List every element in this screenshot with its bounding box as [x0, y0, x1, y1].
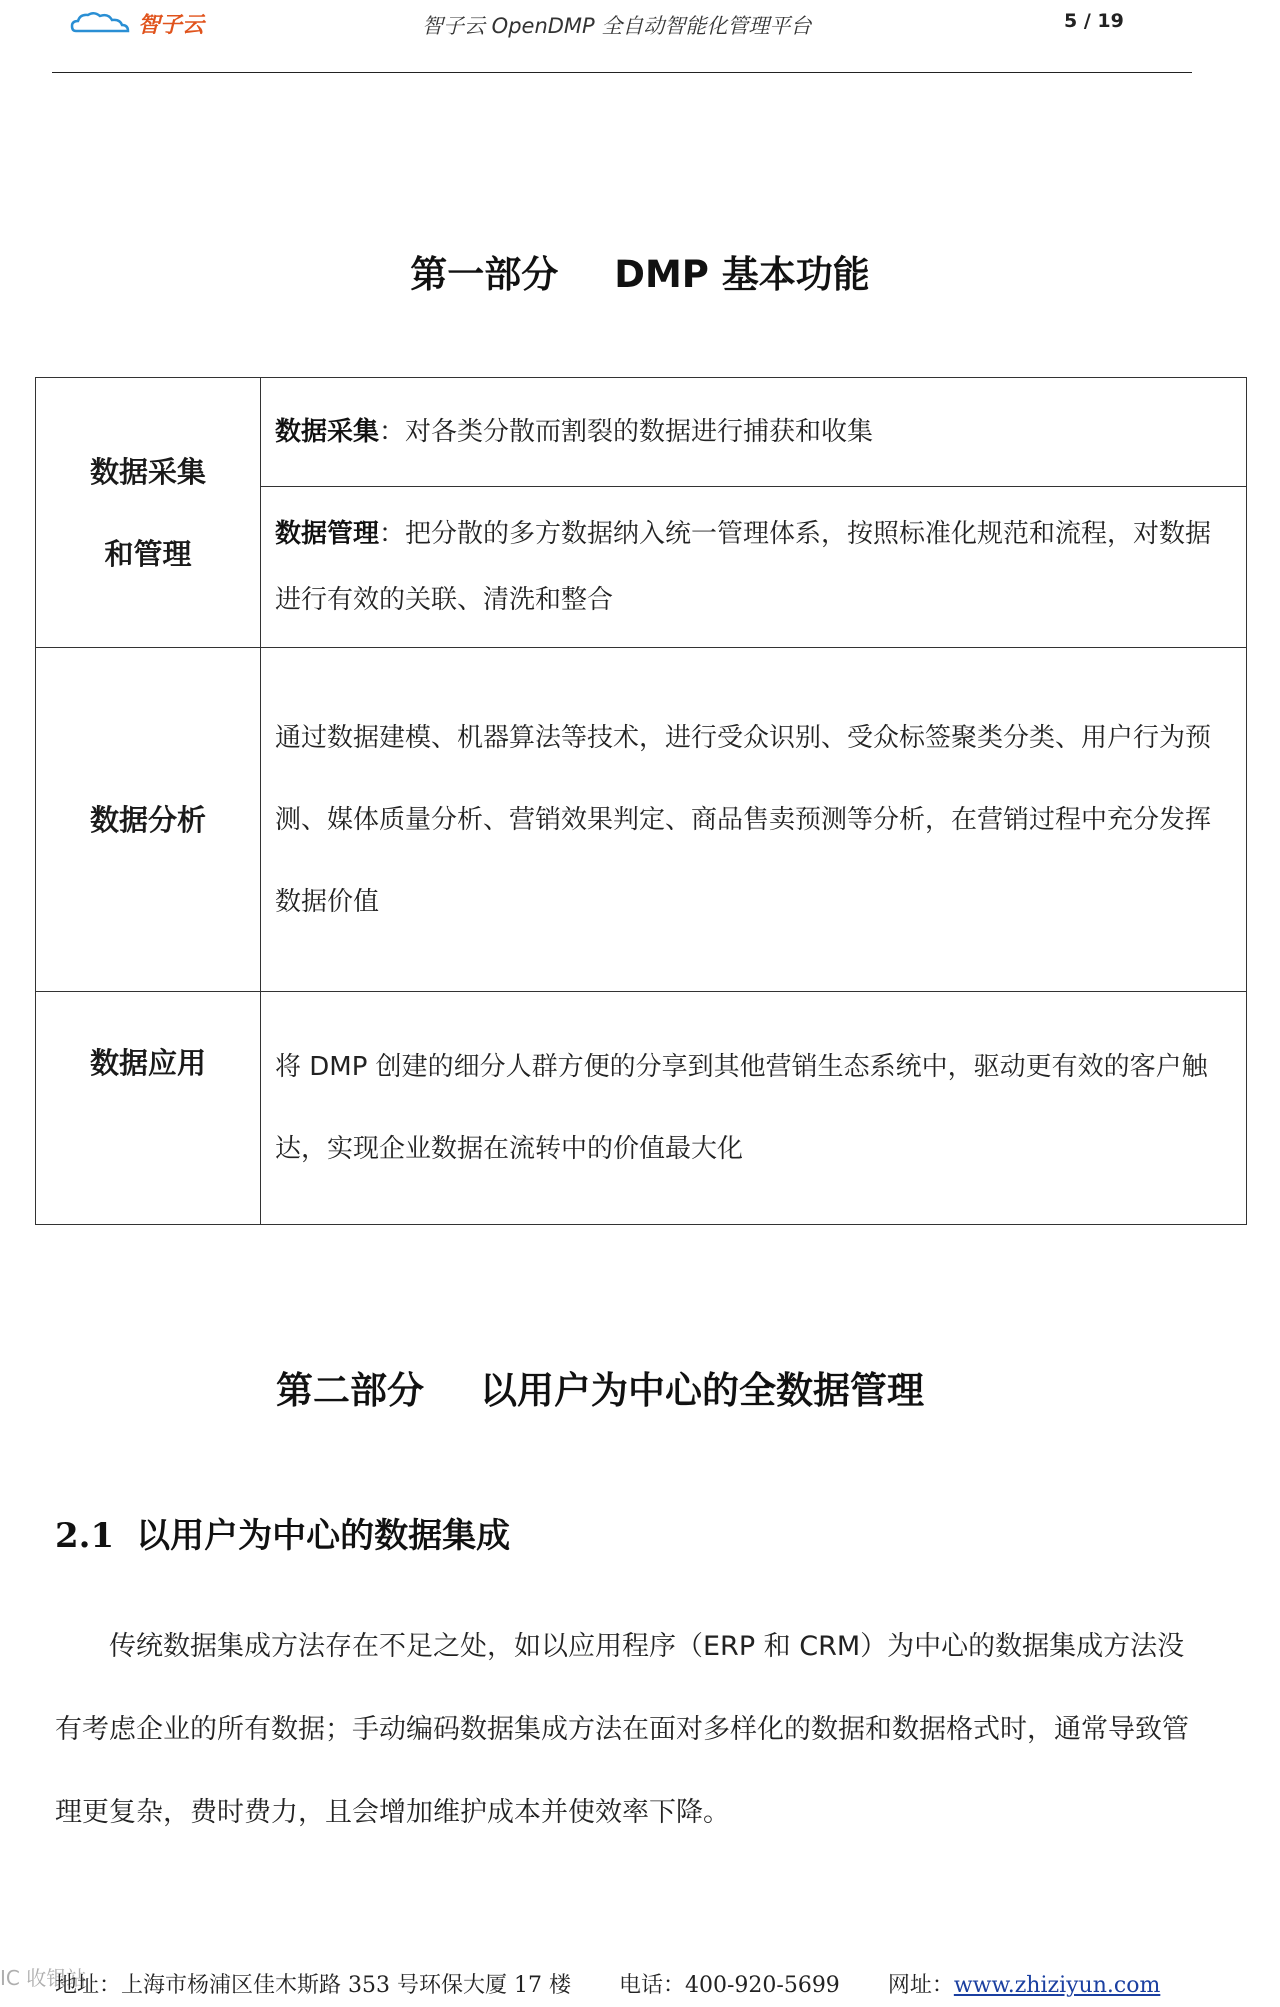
row-label-collection — [36, 378, 261, 648]
table-row — [36, 992, 1247, 1225]
row-label-application: 数据应用 — [36, 992, 261, 1225]
document-title: 智子云 OpenDMP 全自动智能化管理平台 — [422, 14, 812, 38]
section-title: 以用户为中心的数据集成 — [136, 1516, 511, 1556]
table-row — [36, 378, 1247, 487]
footer-address: 地址：上海市杨浦区佳木斯路 353 号环保大厦 17 楼 — [55, 1973, 571, 1998]
part1-title: DMP 基本功能 — [614, 253, 870, 296]
logo-cn-text: 智子云 — [138, 13, 205, 38]
item-key: 数据管理 — [275, 519, 380, 549]
logo — [70, 8, 204, 39]
item-text: ：把分散的多方数据纳入统一管理体系，按照标准化规范和流程，对数据进行有效的关联、清洗和整合 — [275, 519, 1212, 615]
desc-application: 将 DMP 创建的细分人群方便的分享到其他营销生态系统中，驱动更有效的客户触达，实现企业数据在流转中的价值最大化 — [261, 992, 1247, 1225]
page-header — [52, 0, 1192, 73]
part2-title: 以用户为中心的全数据管理 — [480, 1369, 924, 1412]
item-key: 数据采集 — [275, 417, 380, 447]
page-number: 5 / 19 — [1064, 10, 1124, 32]
table-row — [36, 648, 1247, 992]
dmp-function-table — [35, 377, 1247, 1225]
footer-phone: 电话：400-920-5699 — [618, 1973, 840, 1998]
label-line: 数据采集 — [89, 454, 206, 489]
item-text: ：对各类分散而割裂的数据进行捕获和收集 — [379, 417, 874, 447]
footer-site-label: 网址： — [887, 1973, 954, 1998]
desc-analysis: 通过数据建模、机器算法等技术，进行受众识别、受众标签聚类分类、用户行为预测、媒体质量分析、营销效果判定、商品售卖预测等分析，在营销过程中充分发挥数据价值 — [261, 648, 1247, 992]
cloud-logo-icon — [70, 11, 134, 37]
part2-label: 第二部分 — [276, 1369, 424, 1412]
label-line: 和管理 — [104, 536, 192, 571]
section-heading — [55, 1508, 510, 1557]
part2-heading — [0, 1360, 1240, 1414]
website-link[interactable]: www.zhiziyun.com — [953, 1973, 1161, 1998]
desc-management — [261, 487, 1247, 648]
body-paragraph: 传统数据集成方法存在不足之处，如以应用程序（ERP 和 CRM）为中心的数据集成方法没有考虑企业的所有数据；手动编码数据集成方法在面对多样化的数据和数据格式时，通常导致管理更复杂，费时费力，且会增加维护成本并使效率下降。 — [55, 1631, 1189, 1828]
desc-collection — [261, 378, 1247, 487]
part1-heading — [0, 244, 1280, 298]
part1-label: 第一部分 — [410, 253, 559, 296]
watermark: IC 收银站 — [0, 1966, 87, 1990]
section-number: 2.1 — [55, 1516, 115, 1556]
row-label-analysis: 数据分析 — [36, 648, 261, 992]
page-footer — [55, 1968, 1255, 1999]
